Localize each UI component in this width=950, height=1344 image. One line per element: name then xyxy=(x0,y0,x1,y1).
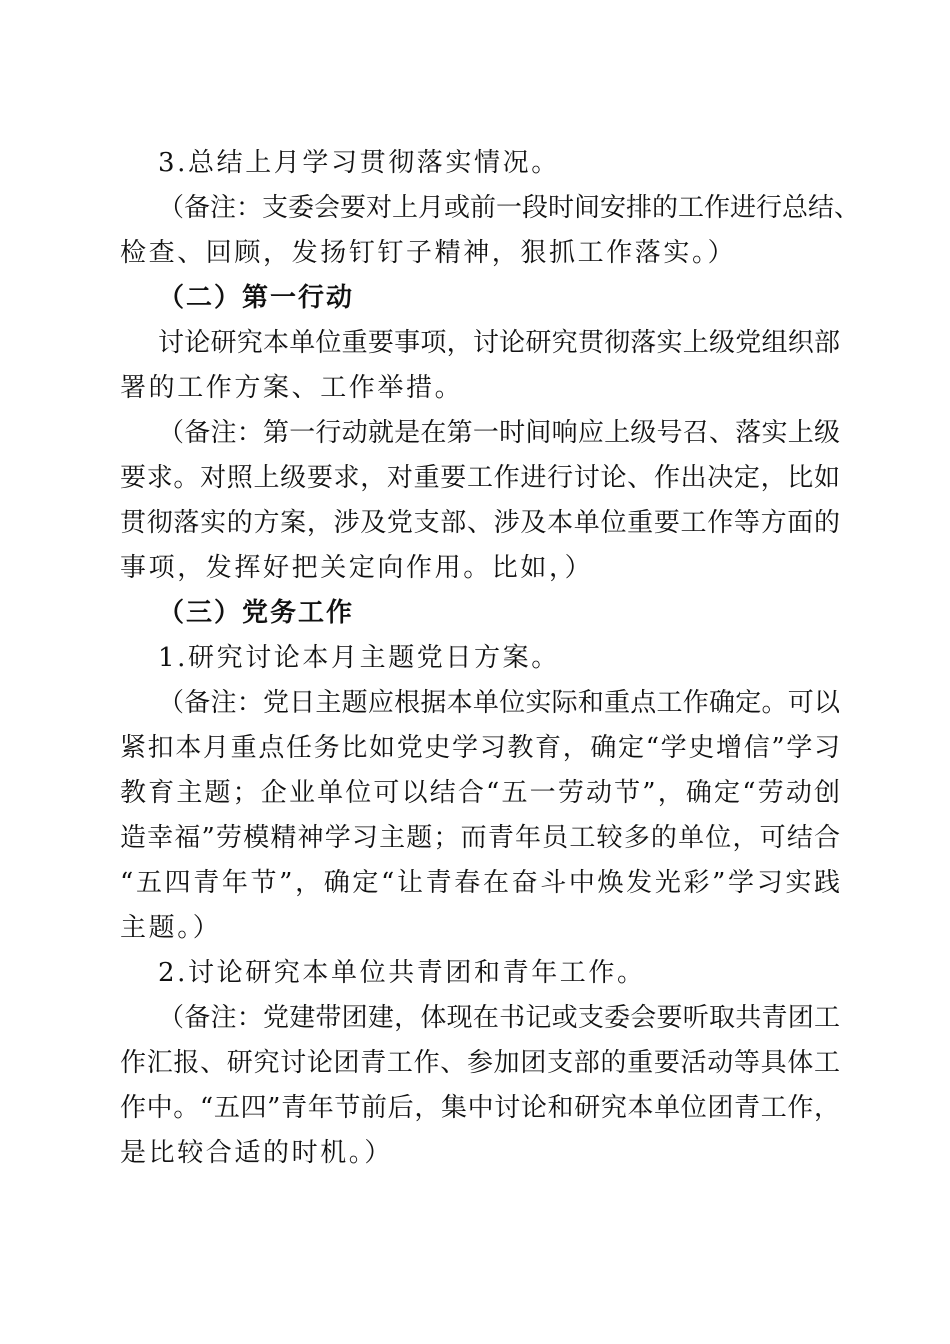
note-paragraph-3-line-6: 主题。） xyxy=(120,913,222,943)
note-paragraph-3-line-5: “五四青年节”，确定“让青春在奋斗中焕发光彩”学习实践 xyxy=(120,868,840,898)
note-paragraph-3-line-4: 造幸福”劳模精神学习主题；而青年员工较多的单位，可结合 xyxy=(120,823,840,853)
note-paragraph-4-line-1: （备注：党建带团建，体现在书记或支委会要听取共青团工 xyxy=(158,1003,840,1033)
paragraph-first-action-line-2: 署的工作方案、工作举措。 xyxy=(120,373,464,403)
note-paragraph-1-line-1: （备注：支委会要对上月或前一段时间安排的工作进行总结、 xyxy=(158,193,861,223)
section-heading-first-action: （二）第一行动 xyxy=(158,283,355,313)
note-paragraph-1-line-2: 检查、回顾，发扬钉钉子精神，狠抓工作落实。） xyxy=(120,238,737,268)
note-paragraph-4-line-4: 是比较合适的时机。） xyxy=(120,1138,394,1168)
note-paragraph-2-line-4: 事项，发挥好把关定向作用。比如，） xyxy=(120,553,594,583)
list-item-summarize-last-month: 3.总结上月学习贯彻落实情况。 xyxy=(158,148,560,178)
paragraph-first-action-line-1: 讨论研究本单位重要事项，讨论研究贯彻落实上级党组织部 xyxy=(158,328,840,358)
note-paragraph-4-line-3: 作中。“五四”青年节前后，集中讨论和研究本单位团青工作， xyxy=(120,1093,840,1123)
note-paragraph-2-line-3: 贯彻落实的方案，涉及党支部、涉及本单位重要工作等方面的 xyxy=(120,508,840,538)
note-paragraph-2-line-2: 要求。对照上级要求，对重要工作进行讨论、作出决定，比如 xyxy=(120,463,840,493)
note-paragraph-4-line-2: 作汇报、研究讨论团青工作、参加团支部的重要活动等具体工 xyxy=(120,1048,840,1078)
note-paragraph-2-line-1: （备注：第一行动就是在第一时间响应上级号召、落实上级 xyxy=(158,418,840,448)
list-item-theme-party-day: 1.研究讨论本月主题党日方案。 xyxy=(158,643,560,673)
list-item-youth-league-work: 2.讨论研究本单位共青团和青年工作。 xyxy=(158,958,646,988)
note-paragraph-3-line-3: 教育主题；企业单位可以结合“五一劳动节”，确定“劳动创 xyxy=(120,778,840,808)
note-paragraph-3-line-1: （备注：党日主题应根据本单位实际和重点工作确定。可以 xyxy=(158,688,840,718)
note-paragraph-3-line-2: 紧扣本月重点任务比如党史学习教育，确定“学史增信”学习 xyxy=(120,733,840,763)
section-heading-party-affairs: （三）党务工作 xyxy=(158,598,355,628)
